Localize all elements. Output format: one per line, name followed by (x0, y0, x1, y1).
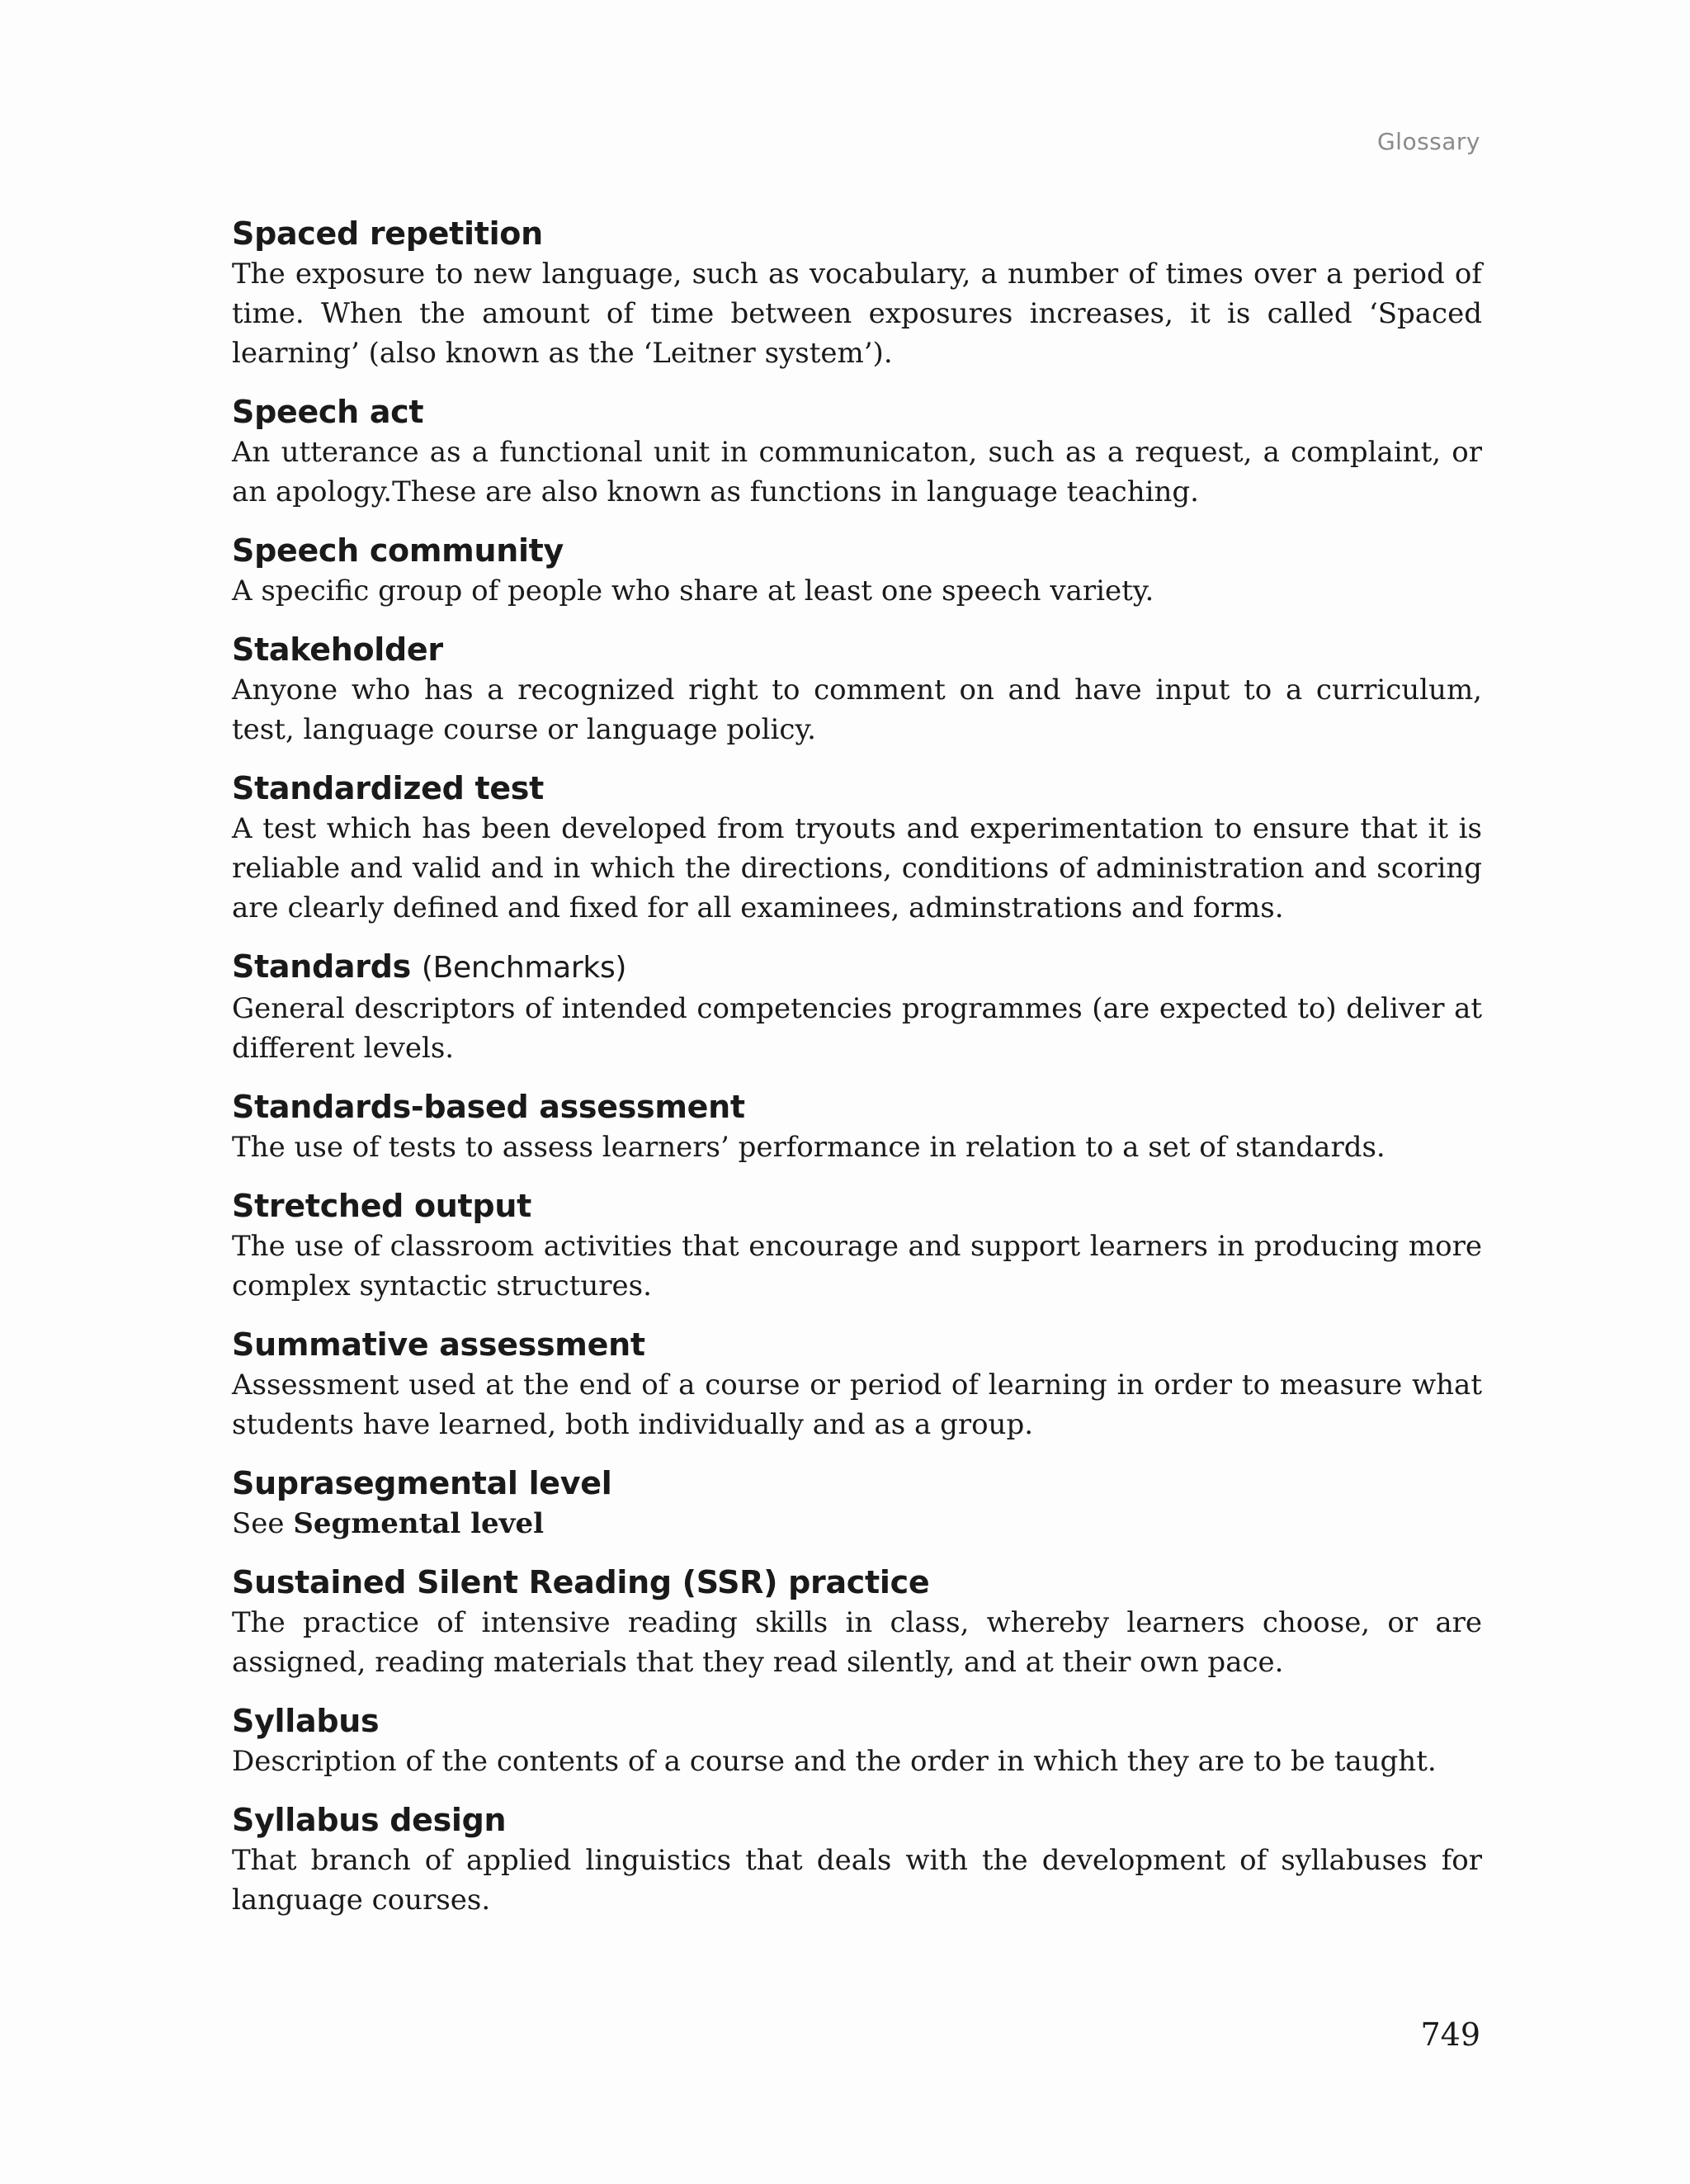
entry-term-line (232, 946, 1482, 989)
glossary-entry-speech-community (232, 530, 1482, 611)
glossary-entry-standards (232, 946, 1482, 1068)
entry-definition: General descriptors of intended competencies programmes (are expected to) deliver at different levels. (232, 992, 1482, 1065)
glossary-entry-syllabus (232, 1700, 1482, 1781)
entry-cross-reference (232, 1504, 1482, 1543)
glossary-entry-standardized-test (232, 768, 1482, 928)
entry-term: Standardized test (232, 770, 544, 806)
entry-term: Sustained Silent Reading (SSR) practice (232, 1564, 930, 1600)
entry-definition: Anyone who has a recognized right to comment on and have input to a curriculum, test, language course or language policy. (232, 674, 1482, 746)
glossary-entry-speech-act (232, 391, 1482, 512)
entry-term: Syllabus (232, 1703, 380, 1739)
entry-definition: The use of tests to assess learners’ performance in relation to a set of standards. (232, 1131, 1386, 1164)
entry-term: Standards-based assessment (232, 1089, 745, 1125)
entry-definition: A test which has been developed from tryouts and experimentation to ensure that it is reliable and valid and in which the directions, conditions of administration and scoring are clearly defined and fixed for all examinees, adminstrations and forms. (232, 812, 1482, 924)
entry-term: Stretched output (232, 1188, 531, 1224)
entry-definition: Description of the contents of a course and the order in which they are to be taught. (232, 1745, 1437, 1778)
entry-term: Standards (232, 948, 411, 985)
glossary-entry-spaced-repetition (232, 213, 1482, 373)
glossary-entry-sustained-silent-reading (232, 1562, 1482, 1682)
glossary-content (232, 213, 1482, 1938)
entry-definition: The use of classroom activities that encourage and support learners in producing more complex syntactic structures. (232, 1230, 1482, 1302)
running-head: Glossary (1376, 128, 1480, 155)
glossary-entry-stretched-output (232, 1185, 1482, 1306)
entry-term: Spaced repetition (232, 215, 543, 252)
entry-term: Stakeholder (232, 631, 443, 668)
see-prefix: See (232, 1507, 285, 1540)
entry-definition: The exposure to new language, such as vocabulary, a number of times over a period of time. When the amount of time between exposures increases, it is called ‘Spaced learning’ (also known as the ‘Leitner system’). (232, 258, 1482, 370)
glossary-entry-standards-based-assessment (232, 1086, 1482, 1167)
entry-term: Speech act (232, 394, 424, 430)
page-number: 749 (1420, 2016, 1480, 2053)
entry-term: Syllabus design (232, 1802, 507, 1838)
glossary-entry-stakeholder (232, 629, 1482, 749)
entry-definition: Assessment used at the end of a course or period of learning in order to measure what students have learned, both individually and as a group. (232, 1369, 1482, 1441)
glossary-entry-suprasegmental-level (232, 1463, 1482, 1543)
entry-term: Summative assessment (232, 1326, 645, 1363)
entry-definition: The practice of intensive reading skills in class, whereby learners choose, or are assigned, reading materials that they read silently, and at their own pace. (232, 1606, 1482, 1679)
entry-definition: That branch of applied linguistics that deals with the development of syllabuses for language courses. (232, 1844, 1482, 1917)
entry-term: Speech community (232, 532, 564, 569)
entry-definition: An utterance as a functional unit in communicaton, such as a request, a complaint, or an apology.These are also known as functions in language teaching. (232, 436, 1482, 508)
entry-term-note: (Benchmarks) (421, 951, 627, 985)
glossary-entry-summative-assessment (232, 1324, 1482, 1444)
entry-term: Suprasegmental level (232, 1465, 612, 1501)
entry-definition: A specific group of people who share at least one speech variety. (232, 574, 1154, 607)
see-reference-link[interactable]: Segmental level (293, 1507, 544, 1540)
glossary-entry-syllabus-design (232, 1799, 1482, 1920)
